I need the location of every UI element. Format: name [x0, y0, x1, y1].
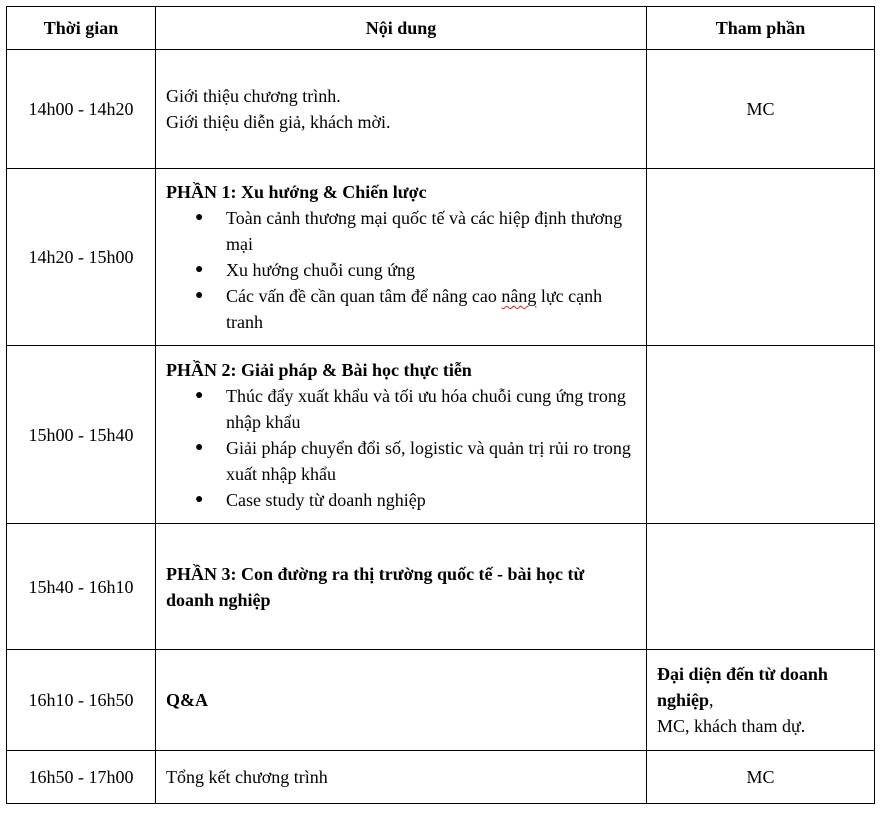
content-cell [156, 50, 647, 169]
time-cell: 14h20 - 15h00 [7, 169, 156, 346]
participants-cell [647, 524, 875, 650]
header-row [7, 7, 875, 50]
section-title: Q&A [166, 690, 208, 710]
bullet-list [166, 205, 636, 335]
content-line: Giới thiệu diễn giả, khách mời. [166, 112, 391, 132]
bullet-text-end: lực cạnh tranh [226, 286, 603, 332]
table-row [7, 650, 875, 751]
section-title: PHẦN 3: Con đường ra thị trường quốc tế - bài học từ doanh nghiệp [166, 563, 585, 610]
bullet-item: ● Case study từ doanh nghiệp [226, 487, 636, 513]
table-row [7, 50, 875, 169]
participants-cell [647, 346, 875, 524]
header-content: Nội dung [156, 7, 647, 50]
content-cell [156, 169, 647, 346]
time-cell: 16h50 - 17h00 [7, 751, 156, 804]
header-participants: Tham phần [647, 7, 875, 50]
section-title: PHẦN 2: Giải pháp & Bài học thực tiễn [166, 359, 472, 380]
participants-cell: MC [647, 50, 875, 169]
content-cell: Tổng kết chương trình [156, 751, 647, 804]
agenda-table [6, 6, 875, 804]
bullet-item: ● Thúc đẩy xuất khẩu và tối ưu hóa chuỗi cung ứng trong nhập khẩu [226, 383, 636, 435]
participants-cell [647, 169, 875, 346]
time-cell: 15h00 - 15h40 [7, 346, 156, 524]
time-cell: 14h00 - 14h20 [7, 50, 156, 169]
content-cell [156, 650, 647, 751]
participants-cell [647, 650, 875, 751]
bullet-item: ● Giải pháp chuyển đổi số, logistic và quản trị rủi ro trong xuất nhập khẩu [226, 435, 636, 487]
table-row [7, 751, 875, 804]
table-row [7, 524, 875, 650]
spellcheck-flagged-word: nâng [501, 286, 537, 306]
content-cell [156, 346, 647, 524]
bullet-list [166, 383, 636, 513]
time-cell: 15h40 - 16h10 [7, 524, 156, 650]
section-title: PHẦN 1: Xu hướng & Chiến lược [166, 182, 427, 202]
bullet-item [226, 283, 636, 335]
participants-cell: MC [647, 751, 875, 804]
time-cell: 16h10 - 16h50 [7, 650, 156, 751]
participants-comma: , [709, 690, 714, 710]
participants-rest: MC, khách tham dự. [657, 716, 806, 736]
table-row [7, 169, 875, 346]
header-time: Thời gian [7, 7, 156, 50]
bullet-item: ● Toàn cảnh thương mại quốc tế và các hiệp định thương mại [226, 205, 636, 257]
content-line: Giới thiệu chương trình. [166, 86, 341, 106]
bullet-item: ● Xu hướng chuỗi cung ứng [226, 257, 636, 283]
content-cell [156, 524, 647, 650]
participants-highlight: Đại diện đến từ doanh nghiệp [657, 664, 828, 710]
table-row [7, 346, 875, 524]
bullet-text-start: Các vấn đề cần quan tâm để nâng cao [226, 286, 502, 306]
